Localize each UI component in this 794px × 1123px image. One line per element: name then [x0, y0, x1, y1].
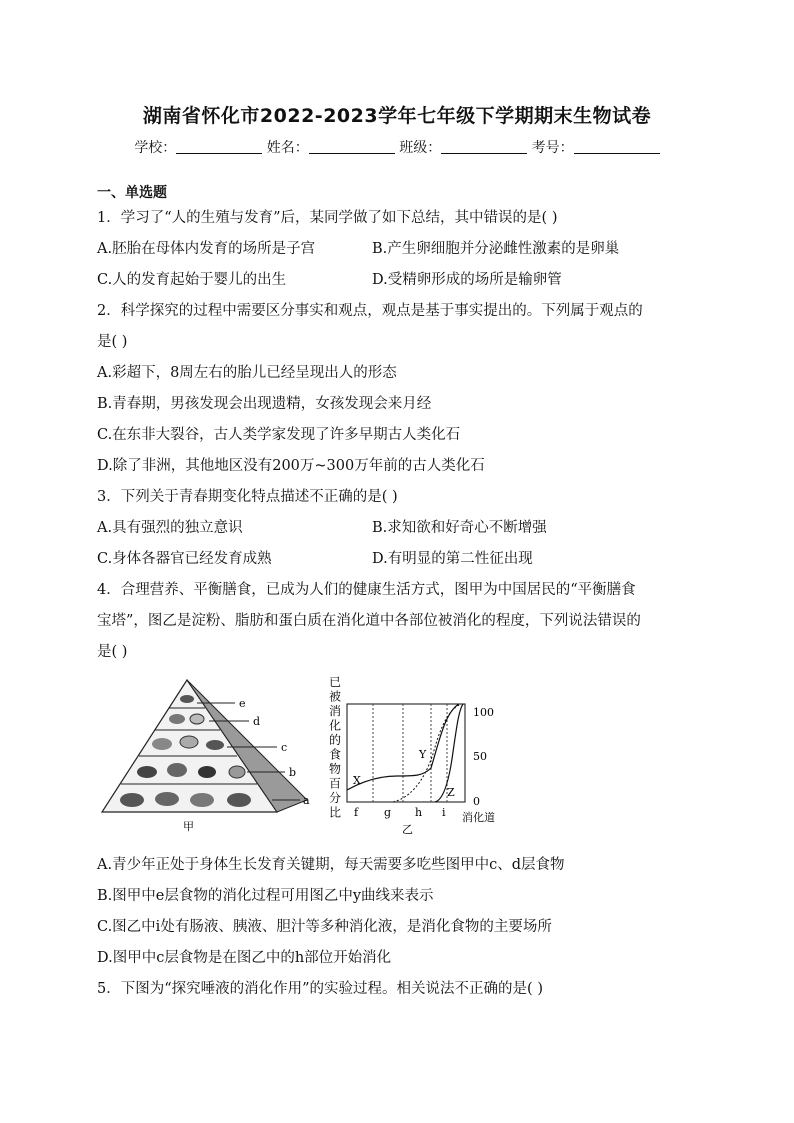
y-tick-100: 100	[473, 706, 494, 719]
student-info-row	[0, 137, 794, 157]
pyramid-label-c: c	[281, 741, 288, 754]
pyramid-caption: 甲	[183, 820, 194, 833]
y-axis-label-char: 的	[328, 733, 342, 747]
school-field[interactable]	[176, 139, 262, 154]
pyramid-label-b: b	[289, 766, 297, 779]
q2-option-d[interactable]: D.除了非洲，其他地区没有200万~300万年前的古人类化石	[97, 458, 485, 474]
graph-y-axis-label	[329, 675, 341, 820]
y-tick-50: 50	[473, 750, 487, 763]
q3-stem: 3．下列关于青春期变化特点描述不正确的是( )	[97, 489, 398, 505]
x-tick-f: f	[354, 806, 359, 819]
x-axis-label: 消化道	[462, 811, 495, 824]
q3-option-a[interactable]: A.具有强烈的独立意识	[97, 520, 243, 536]
page-title: 湖南省怀化市2022-2023学年七年级下学期期末生物试卷	[142, 105, 652, 127]
q1-stem: 1．学习了“人的生殖与发育”后，某同学做了如下总结，其中错误的是( )	[97, 210, 558, 226]
y-axis-label-char: 百	[328, 776, 342, 791]
q1-option-a[interactable]: A.胚胎在母体内发育的场所是子宫	[97, 241, 316, 257]
curve-label-y: Y	[419, 748, 427, 761]
q1-option-d[interactable]: D.受精卵形成的场所是输卵管	[372, 272, 562, 288]
q4-option-b[interactable]: B.图甲中e层食物的消化过程可用图乙中y曲线来表示	[97, 888, 434, 904]
q4-option-c[interactable]: C.图乙中i处有肠液、胰液、胆汁等多种消化液，是消化食物的主要场所	[97, 919, 552, 935]
q1-option-b[interactable]: B.产生卵细胞并分泌雌性激素的是卵巢	[372, 241, 620, 257]
digestion-graph	[329, 675, 495, 836]
number-field[interactable]	[574, 139, 660, 154]
q3-option-b[interactable]: B.求知欲和好奇心不断增强	[372, 520, 547, 536]
y-axis-label-char: 分	[328, 791, 342, 805]
y-tick-0: 0	[473, 795, 480, 808]
pyramid-label-d: d	[253, 715, 261, 728]
school-label: 学校：	[134, 140, 177, 156]
q4-stem-line2: 宝塔”，图乙是淀粉、脂肪和蛋白质在消化道中各部位被消化的程度，下列说法错误的	[97, 613, 641, 629]
x-tick-i: i	[442, 806, 446, 819]
y-axis-label-char: 化	[328, 718, 342, 733]
graph-caption: 乙	[402, 823, 413, 836]
class-field[interactable]	[441, 139, 527, 154]
curve-label-z: Z	[447, 786, 455, 799]
x-tick-h: h	[415, 806, 423, 819]
q4-figure	[97, 672, 537, 837]
q5-stem: 5．下图为“探究唾液的消化作用”的实验过程。相关说法不正确的是( )	[97, 981, 543, 997]
q2-stem-line2: 是( )	[97, 334, 128, 350]
q2-option-a[interactable]: A.彩超下，8周左右的胎儿已经呈现出人的形态	[97, 365, 397, 381]
x-tick-g: g	[384, 806, 392, 819]
q1-option-c[interactable]: C.人的发育起始于婴儿的出生	[97, 272, 287, 288]
q4-option-a[interactable]: A.青少年正处于身体生长发育关键期，每天需要多吃些图甲中c、d层食物	[97, 857, 565, 873]
y-axis-label-char: 食	[328, 747, 342, 762]
q4-stem-line1: 4．合理营养、平衡膳食，已成为人们的健康生活方式，图甲为中国居民的“平衡膳食	[97, 582, 636, 598]
name-field[interactable]	[309, 139, 395, 154]
food-pyramid	[102, 680, 310, 833]
name-label: 姓名：	[266, 140, 309, 156]
q3-option-d[interactable]: D.有明显的第二性征出现	[372, 551, 533, 567]
y-axis-label-char: 被	[328, 689, 342, 704]
y-axis-label-char: 消	[328, 704, 342, 718]
q4-stem-line3: 是( )	[97, 644, 128, 660]
q2-option-c[interactable]: C.在东非大裂谷，古人类学家发现了许多早期古人类化石	[97, 427, 461, 443]
y-axis-label-char: 比	[328, 805, 342, 820]
q4-option-d[interactable]: D.图甲中c层食物是在图乙中的h部位开始消化	[97, 950, 392, 966]
pyramid-label-e: e	[239, 697, 246, 710]
y-axis-label-char: 已	[328, 675, 342, 689]
q2-stem-line1: 2．科学探究的过程中需要区分事实和观点，观点是基于事实提出的。下列属于观点的	[97, 303, 643, 319]
number-label: 考号：	[531, 140, 574, 156]
pyramid-label-a: a	[303, 794, 310, 807]
section-heading: 一、单选题	[97, 185, 167, 201]
class-label: 班级：	[399, 140, 442, 156]
curve-label-x: X	[353, 774, 361, 787]
q3-option-c[interactable]: C.身体各器官已经发育成熟	[97, 551, 272, 567]
y-axis-label-char: 物	[328, 762, 342, 776]
q2-option-b[interactable]: B.青春期，男孩发现会出现遗精，女孩发现会来月经	[97, 396, 432, 412]
